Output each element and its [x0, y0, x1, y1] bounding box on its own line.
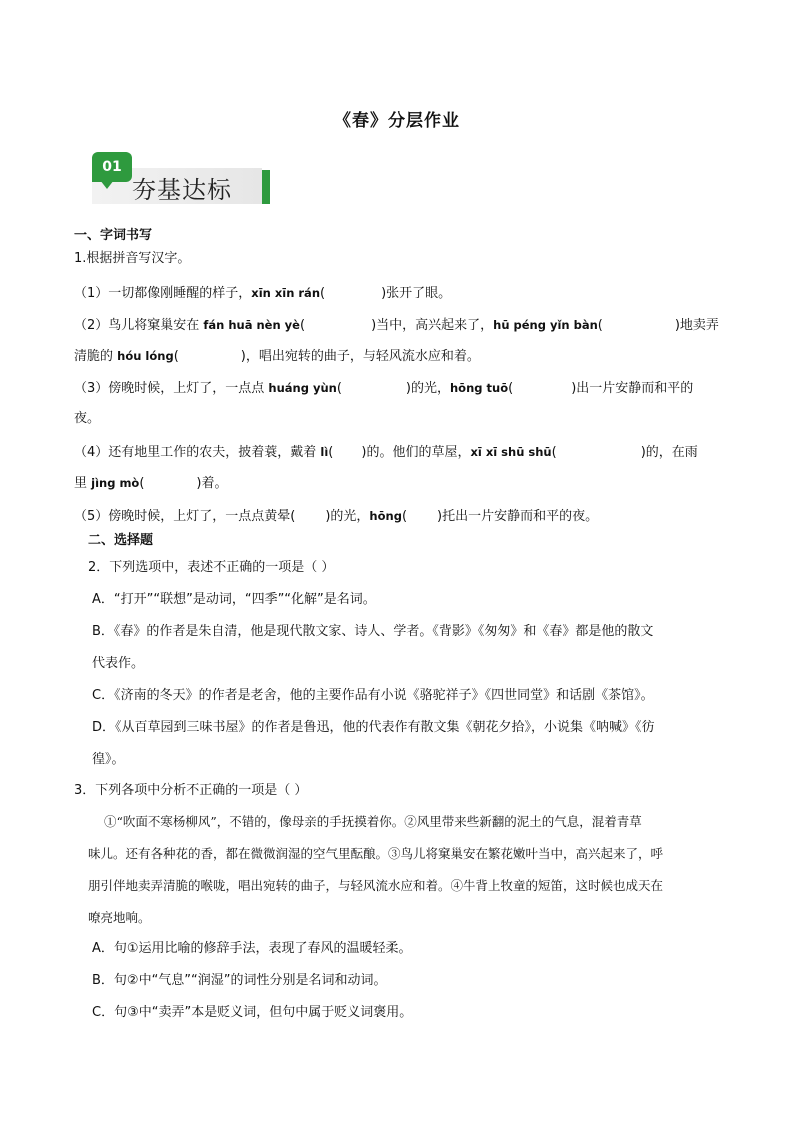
- paren-open: (: [173, 349, 179, 364]
- q1-item2: [74, 316, 724, 335]
- pinyin: xī xī shū shū: [470, 445, 552, 459]
- q1-item1: [74, 284, 724, 303]
- pinyin: xīn xīn rán: [251, 286, 321, 300]
- text: （4）还有地里工作的农夫，披着蓑，戴着: [74, 445, 321, 460]
- q3-stem: 3．下列各项中分析不正确的一项是（ ）: [74, 783, 308, 798]
- text: （2）鸟儿将窠巢安在: [74, 318, 204, 333]
- paren-open: (: [328, 445, 334, 460]
- section2-heading: 二、选择题: [88, 533, 154, 548]
- paren-open: (: [401, 509, 408, 524]
- text: )的，在雨: [640, 445, 698, 460]
- text: （5）傍晚时候，上灯了，一点点黄晕(: [74, 509, 296, 524]
- pinyin: jìng mò: [91, 476, 140, 490]
- section1-heading: 一、字词书写: [74, 228, 153, 243]
- text: 清脆的: [74, 349, 118, 364]
- text: )当中，高兴起来了，: [371, 318, 494, 333]
- banner-badge-tail: [100, 180, 114, 189]
- pinyin: huáng yùn: [268, 381, 337, 395]
- banner-accent-bar: [262, 170, 270, 204]
- q1-item4-cont: [74, 474, 724, 493]
- q3-passage-line3: 朋引伴地卖弄清脆的喉咙，唱出宛转的曲子，与轻风流水应和着。④牛背上牧童的短笛，这时候也成天在: [88, 878, 664, 893]
- text: )地卖弄: [674, 318, 719, 333]
- q3-passage-line1: ①“吹面不寒杨柳风”，不错的，像母亲的手抚摸着你。②风里带来些新翻的泥土的气息，混着青草: [104, 814, 642, 829]
- banner-badge: 01: [92, 152, 132, 182]
- text: （1）一切都像刚睡醒的样子，: [74, 286, 252, 301]
- text: )的。他们的草屋，: [361, 445, 471, 460]
- q2-stem: 2．下列选项中，表述不正确的一项是（ ）: [88, 560, 335, 575]
- text: )托出一片安静而和平的夜。: [437, 509, 599, 524]
- section-banner: [84, 152, 274, 204]
- paren-open: (: [551, 445, 557, 460]
- q3-passage-line2: 味儿。还有各种花的香，都在微微润湿的空气里酝酿。③鸟儿将窠巢安在繁花嫩叶当中，高兴起来了，呼: [88, 846, 664, 861]
- q3-option-b: B．句②中“气息”“润湿”的词性分别是名词和动词。: [92, 973, 387, 988]
- text: 里: [74, 476, 92, 491]
- pinyin: hōng: [369, 509, 402, 523]
- pinyin: hóu lóng: [117, 349, 174, 363]
- pinyin: lì: [320, 445, 329, 459]
- banner-label: 夯基达标: [132, 176, 232, 204]
- text: )着。: [196, 476, 228, 491]
- q2-option-c: C．《济南的冬天》的作者是老舍，他的主要作品有小说《骆驼祥子》《四世同堂》和话剧《茶馆》。: [92, 688, 654, 703]
- pinyin: fán huā nèn yè: [203, 318, 300, 332]
- paren-open: (: [336, 381, 342, 396]
- q2-option-b: B．《春》的作者是朱自清，他是现代散文家、诗人、学者。《背影》《匆匆》和《春》都是他的散文: [92, 624, 654, 639]
- q3-option-c: C．句③中“卖弄”本是贬义词，但句中属于贬义词褒用。: [92, 1005, 413, 1020]
- q1-item3: [74, 379, 724, 398]
- text: )张开了眼。: [381, 286, 452, 301]
- text: )，唱出宛转的曲子，与轻风流水应和着。: [240, 349, 480, 364]
- q3-passage-line4: 嘹亮地响。: [88, 910, 151, 925]
- q2-option-d: D．《从百草园到三味书屋》的作者是鲁迅，他的代表作有散文集《朝花夕拾》，小说集《呐喊》《彷: [92, 720, 655, 735]
- q1-item5: [74, 507, 724, 526]
- paren-open: (: [320, 286, 326, 301]
- paren-open: (: [597, 318, 603, 333]
- paren-open: (: [508, 381, 514, 396]
- q2-option-d-cont: 徨》。: [92, 752, 125, 767]
- q1-item3-cont: 夜。: [74, 411, 101, 426]
- q3-option-a: A．句①运用比喻的修辞手法，表现了春风的温暖轻柔。: [92, 941, 412, 956]
- q1-item4: [74, 443, 724, 462]
- pinyin: hōng tuō: [450, 381, 509, 395]
- q2-option-a: A．“打开”“联想”是动词，“四季”“化解”是名词。: [92, 592, 376, 607]
- q1-intro: 1.根据拼音写汉字。: [74, 251, 191, 266]
- q1-item2-cont: [74, 347, 724, 366]
- text: )的光，: [405, 381, 450, 396]
- text: )出一片安静而和平的: [571, 381, 694, 396]
- paren-open: (: [299, 318, 306, 333]
- pinyin: hū péng yǐn bàn: [493, 318, 598, 332]
- text: )的光，: [325, 509, 370, 524]
- q2-option-b-cont: 代表作。: [92, 656, 145, 671]
- page-title: 《春》分层作业: [334, 111, 460, 131]
- paren-open: (: [139, 476, 145, 491]
- text: （3）傍晚时候，上灯了，一点点: [74, 381, 269, 396]
